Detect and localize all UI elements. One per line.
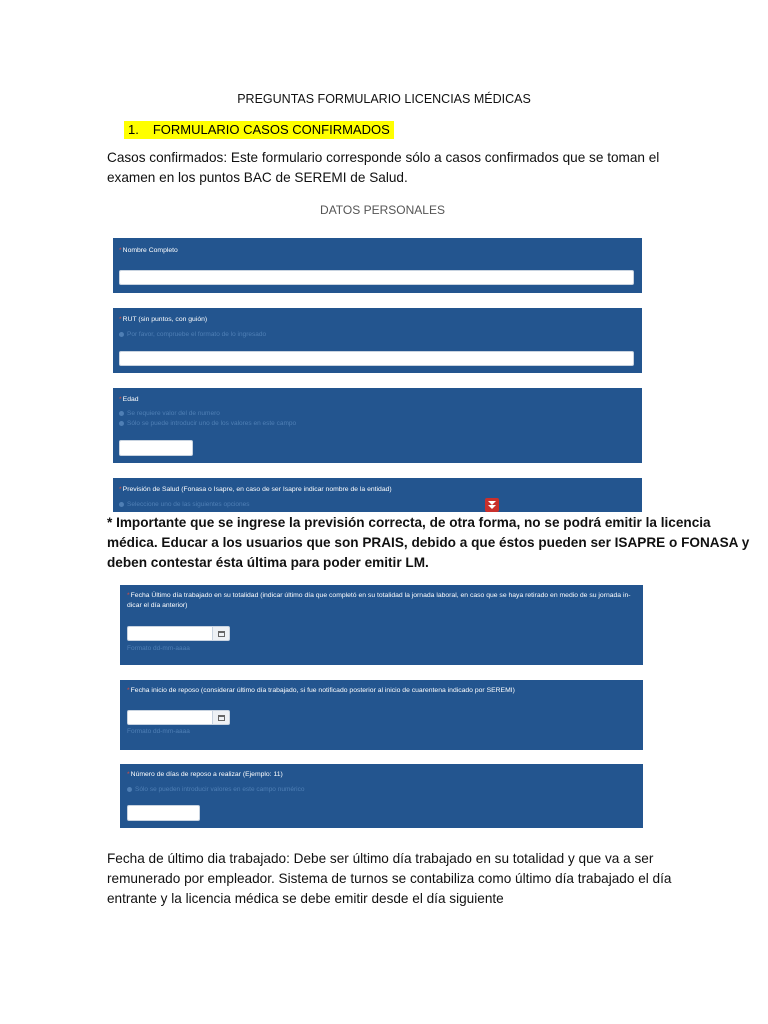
rut-hint: Por favor, compruebe el formato de lo ingresado [119,331,266,338]
intro-paragraph [107,148,659,188]
fecha-inicio-panel [120,680,643,750]
final-paragraph [107,849,671,909]
fecha-ultimo-label-cont: dicar el día anterior) [127,602,188,609]
section-heading [124,121,394,139]
section-label: FORMULARIO CASOS CONFIRMADOS [152,122,390,137]
rut-label: *RUT (sin puntos, con guión) [119,316,208,323]
final-line: Fecha de último dia trabajado: Debe ser último día trabajado en su totalidad y que va a ser [107,851,654,866]
final-line: remunerado por empleador. Sistema de turnos se contabiliza como último día trabajado el día [107,871,672,886]
info-icon [119,411,124,416]
prevision-panel [113,478,642,512]
prevision-label: *Previsión de Salud (Fonasa o Isapre, en caso de ser Isapre indicar nombre de la entidad) [119,486,392,493]
nombre-panel [113,238,642,293]
fecha-ultimo-calendar-button[interactable] [212,626,230,641]
dias-panel [120,764,643,828]
form-section-title: DATOS PERSONALES [320,203,445,217]
important-line: médica. Educar a los usuarios que son PRAIS, debido a que éstos pueden ser ISAPRE o FONASA y [107,535,750,550]
dias-hint: Sólo se pueden introducir valores en este campo numérico [127,786,304,793]
calendar-icon [218,715,225,721]
intro-line: Casos confirmados: Este formulario corresponde sólo a casos confirmados que se toman el [107,150,660,165]
fecha-inicio-calendar-button[interactable] [212,710,230,725]
fecha-ultimo-format-hint: Formato dd-mm-aaaa [127,645,190,652]
info-icon [119,502,124,507]
info-icon [119,421,124,426]
intro-line: examen en los puntos BAC de SEREMI de Salud. [107,170,408,185]
final-line: entrante y la licencia médica se debe emitir desde el día siguiente [107,891,504,906]
fecha-inicio-label: *Fecha inicio de reposo (considerar último día trabajado, si fue notificado posterior al inicio de cuarentena indicado por SEREMI) [127,687,515,694]
edad-input[interactable] [119,440,193,456]
dias-input[interactable] [127,805,200,821]
section-number: 1. [128,122,139,137]
important-line: * Importante que se ingrese la previsión correcta, de otra forma, no se podrá emitir la licencia [107,515,711,530]
edad-hint: Se requiere valor del de numero [119,410,220,417]
calendar-icon [218,631,225,637]
fecha-ultimo-panel [120,585,643,665]
edad-hint: Sólo se puede introducir uno de los valores en este campo [119,420,296,427]
edad-label: *Edad [119,396,139,403]
important-line: deben contestar ésta última para poder emitir LM. [107,555,429,570]
info-icon [119,332,124,337]
prevision-hint: Seleccione uno de las siguientes opciones [119,501,250,508]
rut-input[interactable] [119,351,634,366]
nombre-label: *Nombre Completo [119,247,178,254]
edad-panel [113,388,642,463]
nombre-input[interactable] [119,270,634,285]
dias-label: *Número de días de reposo a realizar (Ejemplo: 11) [127,771,283,778]
fecha-inicio-input[interactable] [127,710,213,725]
important-note [107,513,749,573]
fecha-inicio-format-hint: Formato dd-mm-aaaa [127,728,190,735]
info-icon [127,787,132,792]
document-title: PREGUNTAS FORMULARIO LICENCIAS MÉDICAS [237,92,531,106]
dropdown-arrow-icon[interactable] [485,498,499,512]
rut-panel [113,308,642,373]
fecha-ultimo-label: *Fecha Último día trabajado en su totalidad (indicar último día que completó en su totalidad la jornada laboral, en caso que se haya retirado en medio de su jornada in- [127,592,631,599]
fecha-ultimo-input[interactable] [127,626,213,641]
